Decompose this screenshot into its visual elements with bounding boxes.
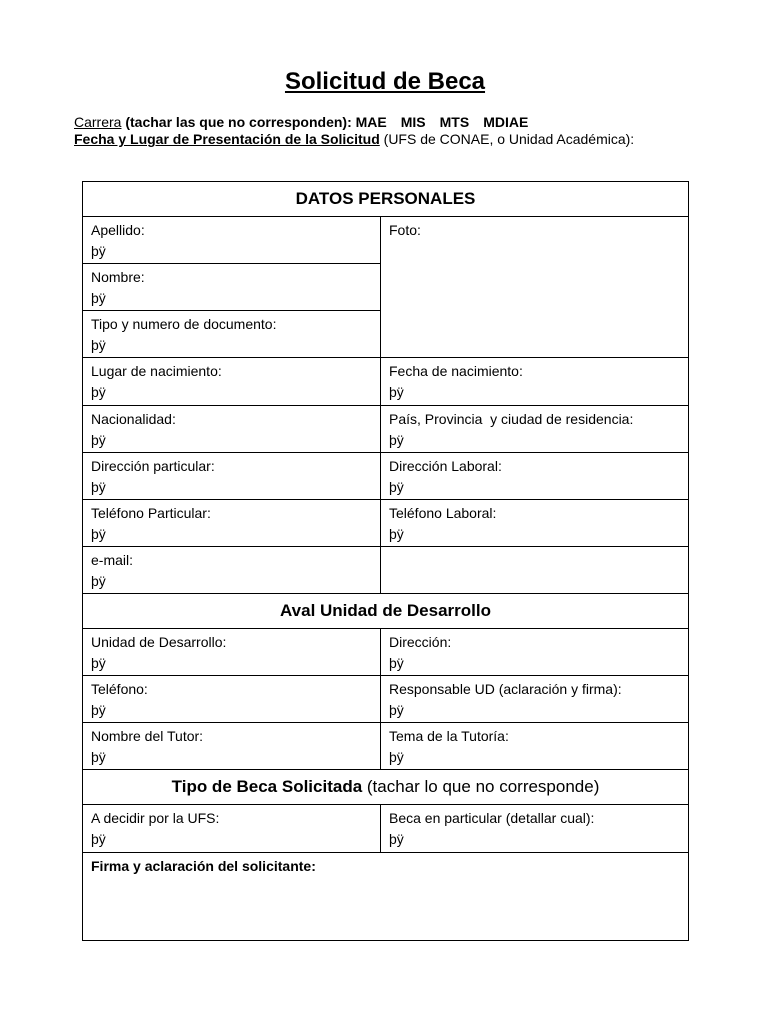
fecha-line — [74, 131, 754, 148]
apellido-input[interactable]: þÿ — [91, 243, 106, 260]
nacionalidad-input[interactable]: þÿ — [91, 431, 106, 448]
direccion-particular-label: Dirección particular: — [91, 457, 215, 474]
documento-label: Tipo y numero de documento: — [91, 316, 277, 333]
responsable-label: Responsable UD (aclaración y firma): — [389, 681, 622, 698]
decidir-ufs-input[interactable]: þÿ — [91, 831, 106, 848]
foto-label: Foto: — [389, 222, 421, 239]
field-beca-particular[interactable] — [381, 805, 689, 852]
intro-section — [74, 114, 754, 148]
nombre-label: Nombre: — [91, 269, 145, 286]
documento-input[interactable]: þÿ — [91, 337, 106, 354]
tema-input[interactable]: þÿ — [389, 749, 404, 766]
decidir-ufs-label: A decidir por la UFS: — [91, 810, 220, 827]
carrera-option-mts[interactable]: MTS — [439, 114, 470, 130]
field-email[interactable] — [83, 546, 381, 593]
beca-particular-label: Beca en particular (detallar cual): — [389, 810, 595, 827]
field-documento[interactable] — [83, 311, 381, 358]
tipo-beca-note: (tachar lo que no corresponde) — [362, 777, 600, 797]
email-input[interactable]: þÿ — [91, 572, 106, 589]
field-tutor[interactable] — [83, 723, 381, 770]
telefono-particular-label: Teléfono Particular: — [91, 504, 211, 521]
carrera-line — [74, 114, 754, 131]
carrera-note: (tachar las que no corresponden): — [121, 114, 356, 130]
lugar-nacimiento-input[interactable]: þÿ — [91, 384, 106, 401]
responsable-input[interactable]: þÿ — [389, 702, 404, 719]
field-unidad[interactable] — [83, 629, 381, 676]
field-direccion-laboral[interactable] — [381, 452, 689, 499]
direccion-input[interactable]: þÿ — [389, 655, 404, 672]
carrera-label: Carrera — [74, 114, 122, 130]
field-nacionalidad[interactable] — [83, 405, 381, 452]
application-form — [82, 181, 689, 941]
field-decidir-ufs[interactable] — [83, 805, 381, 852]
tipo-beca-heading: Tipo de Beca Solicitada — [171, 777, 363, 797]
carrera-option-mae[interactable]: MAE — [355, 114, 387, 130]
section-datos-personales: DATOS PERSONALES — [83, 182, 689, 217]
direccion-label: Dirección: — [389, 634, 452, 651]
telefono-laboral-input[interactable]: þÿ — [389, 525, 404, 542]
field-direccion-particular[interactable] — [83, 452, 381, 499]
field-foto[interactable] — [381, 217, 689, 358]
tutor-label: Nombre del Tutor: — [91, 728, 204, 745]
field-tema[interactable] — [381, 723, 689, 770]
beca-particular-input[interactable]: þÿ — [389, 831, 404, 848]
field-nombre[interactable] — [83, 264, 381, 311]
fecha-nacimiento-label: Fecha de nacimiento: — [389, 363, 523, 380]
field-direccion[interactable] — [381, 629, 689, 676]
firma-label: Firma y aclaración del solicitante: — [91, 857, 316, 874]
section-tipo-beca — [83, 770, 689, 805]
carrera-option-mis[interactable]: MIS — [400, 114, 426, 130]
tutor-input[interactable]: þÿ — [91, 749, 106, 766]
field-telefono[interactable] — [83, 676, 381, 723]
fecha-label: Fecha y Lugar de Presentación de la Solicitud — [74, 131, 380, 147]
field-lugar-nacimiento[interactable] — [83, 358, 381, 405]
fecha-note: (UFS de CONAE, o Unidad Académica): — [379, 131, 635, 147]
field-telefono-laboral[interactable] — [381, 499, 689, 546]
section-aval: Aval Unidad de Desarrollo — [83, 593, 689, 628]
email-label: e-mail: — [91, 551, 134, 568]
residencia-input[interactable]: þÿ — [389, 431, 404, 448]
unidad-label: Unidad de Desarrollo: — [91, 634, 227, 651]
nombre-input[interactable]: þÿ — [91, 290, 106, 307]
carrera-option-mdiae[interactable]: MDIAE — [483, 114, 529, 130]
direccion-laboral-input[interactable]: þÿ — [389, 478, 404, 495]
residencia-label: País, Provincia y ciudad de residencia: — [389, 410, 634, 427]
nacionalidad-label: Nacionalidad: — [91, 410, 176, 427]
field-responsable[interactable] — [381, 676, 689, 723]
field-telefono-particular[interactable] — [83, 499, 381, 546]
direccion-particular-input[interactable]: þÿ — [91, 478, 106, 495]
telefono-laboral-label: Teléfono Laboral: — [389, 504, 497, 521]
unidad-input[interactable]: þÿ — [91, 655, 106, 672]
field-apellido[interactable] — [83, 217, 381, 264]
field-firma[interactable] — [83, 852, 689, 940]
tema-label: Tema de la Tutoría: — [389, 728, 509, 745]
field-residencia[interactable] — [381, 405, 689, 452]
lugar-nacimiento-label: Lugar de nacimiento: — [91, 363, 222, 380]
telefono-input[interactable]: þÿ — [91, 702, 106, 719]
direccion-laboral-label: Dirección Laboral: — [389, 457, 502, 474]
field-fecha-nacimiento[interactable] — [381, 358, 689, 405]
empty-cell — [381, 546, 689, 593]
telefono-label: Teléfono: — [91, 681, 148, 698]
apellido-label: Apellido: — [91, 222, 145, 239]
form-title: Solicitud de Beca — [284, 68, 486, 95]
telefono-particular-input[interactable]: þÿ — [91, 525, 106, 542]
fecha-nacimiento-input[interactable]: þÿ — [389, 384, 404, 401]
